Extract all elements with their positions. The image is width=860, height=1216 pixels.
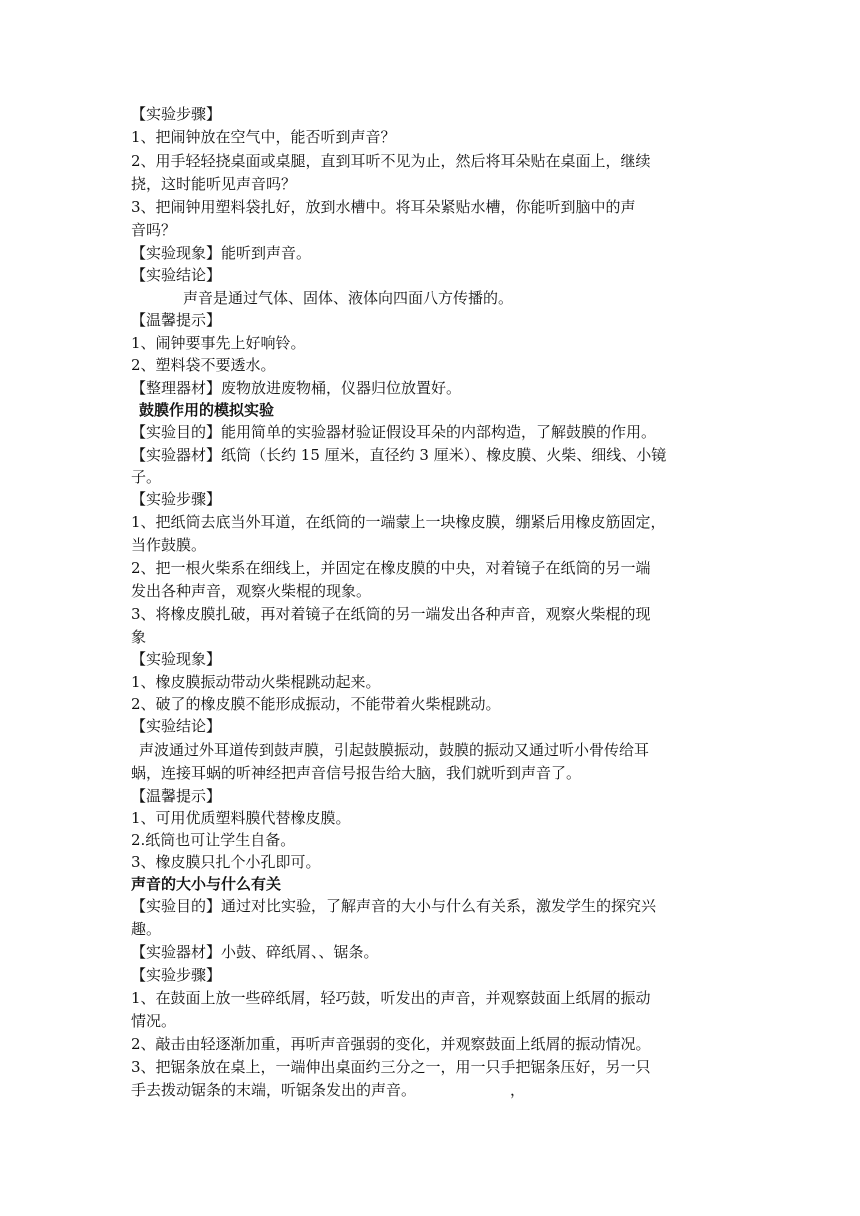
section-heading: 【实验结论】 bbox=[131, 717, 222, 735]
text-line: 【整理器材】废物放进废物桶，仪器归位放置好。 bbox=[131, 379, 462, 397]
text-line: 音吗？ bbox=[131, 221, 177, 239]
text-line: 趣。 bbox=[131, 920, 162, 938]
text-line: 子。 bbox=[131, 468, 162, 486]
text-line: 【实验器材】纸筒（长约 15 厘米，直径约 3 厘米）、橡皮膜、火柴、细线、小镜 bbox=[131, 446, 667, 464]
tip-line: 1、闹钟要事先上好响铃。 bbox=[131, 334, 306, 352]
step-line: 3、把闹钟用塑料袋扎好，放到水槽中。将耳朵紧贴水槽，你能听到脑中的声 bbox=[131, 198, 636, 216]
tip-line: 3、橡皮膜只扎个小孔即可。 bbox=[131, 853, 321, 871]
text-line: 蜗，连接耳蜗的听神经把声音信号报告给大脑，我们就听到声音了。 bbox=[131, 764, 582, 782]
section-heading: 【温馨提示】 bbox=[131, 787, 222, 805]
step-line: 1、把闹钟放在空气中，能否听到声音？ bbox=[131, 128, 396, 146]
section-heading: 【实验现象】 bbox=[131, 650, 222, 668]
step-line: 1、在鼓面上放一些碎纸屑，轻巧鼓，听发出的声音，并观察鼓面上纸屑的振动 bbox=[131, 989, 651, 1007]
step-line: 1、把纸筒去底当外耳道，在纸筒的一端蒙上一块橡皮膜，绷紧后用橡皮筋固定， bbox=[131, 513, 666, 531]
experiment-title: 鼓膜作用的模拟实验 bbox=[139, 401, 275, 419]
step-line: 2、把一根火柴系在细线上，并固定在橡皮膜的中央，对着镜子在纸筒的另一端 bbox=[131, 559, 651, 577]
step-line: 2、用手轻轻挠桌面或桌腿，直到耳听不见为止，然后将耳朵贴在桌面上，继续 bbox=[131, 152, 651, 170]
conclusion-text: 声音是通过气体、固体、液体向四面八方传播的。 bbox=[183, 289, 514, 307]
step-line: 2、敲击由轻逐渐加重，再听声音强弱的变化，并观察鼓面上纸屑的振动情况。 bbox=[131, 1035, 651, 1053]
step-line: 3、把锯条放在桌上，一端伸出桌面约三分之一，用一只手把锯条压好，另一只 bbox=[131, 1058, 651, 1076]
step-line: 3、将橡皮膜扎破，再对着镜子在纸筒的另一端发出各种声音，观察火柴棍的现 bbox=[131, 605, 651, 623]
section-heading: 【实验步骤】 bbox=[131, 105, 222, 123]
conclusion-text: 声波通过外耳道传到鼓声膜，引起鼓膜振动，鼓膜的振动又通过听小骨传给耳 bbox=[139, 741, 650, 759]
text-line: 发出各种声音，观察火柴棍的现象。 bbox=[131, 582, 372, 600]
tip-line: 2、塑料袋不要透水。 bbox=[131, 356, 276, 374]
text-line: 当作鼓膜。 bbox=[131, 536, 207, 554]
text-line: 2、破了的橡皮膜不能形成振动，不能带着火柴棍跳动。 bbox=[131, 695, 501, 713]
tip-line: 2.纸筒也可让学生自备。 bbox=[131, 831, 296, 849]
text-line: 情况。 bbox=[131, 1012, 177, 1030]
text-line: 【实验目的】通过对比实验，了解声音的大小与什么有关系，激发学生的探究兴 bbox=[131, 897, 657, 915]
text-line: 【实验现象】能听到声音。 bbox=[131, 244, 312, 262]
text-line: 挠，这时能听见声音吗？ bbox=[131, 175, 297, 193]
text-line: 手去拨动锯条的末端，听锯条发出的声音。 bbox=[131, 1081, 417, 1099]
text-line: 【实验目的】能用简单的实验器材验证假设耳朵的内部构造，了解鼓膜的作用。 bbox=[131, 423, 657, 441]
section-heading: 【实验步骤】 bbox=[131, 966, 222, 984]
section-heading: 【实验步骤】 bbox=[131, 490, 222, 508]
section-heading: 【温馨提示】 bbox=[131, 311, 222, 329]
section-heading: 【实验结论】 bbox=[131, 266, 222, 284]
text-line: 象 bbox=[131, 628, 147, 646]
stray-comma: ， bbox=[510, 1081, 526, 1099]
experiment-title: 声音的大小与什么有关 bbox=[131, 875, 282, 893]
tip-line: 1、可用优质塑料膜代替橡皮膜。 bbox=[131, 809, 351, 827]
text-line: 【实验器材】小鼓、碎纸屑、、锯条。 bbox=[131, 943, 379, 961]
text-line: 1、橡皮膜振动带动火柴棍跳动起来。 bbox=[131, 673, 381, 691]
